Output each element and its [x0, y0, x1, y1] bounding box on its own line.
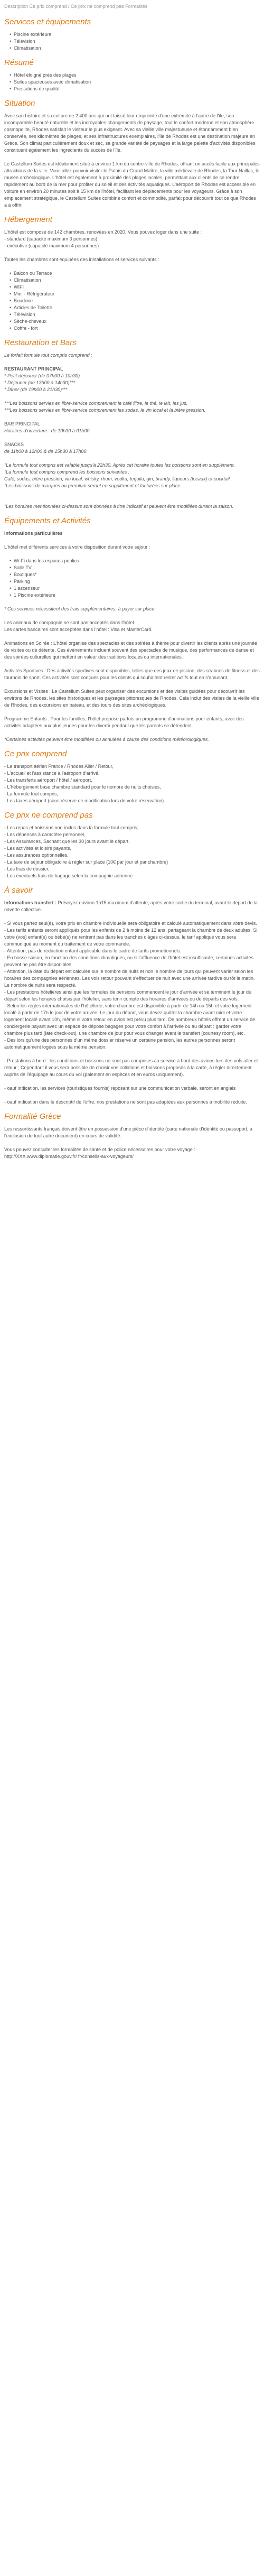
ne-comprend-line: - Les Assurances, Sachant que les 30 jours avant le départ, — [4, 839, 130, 844]
savoir-paragraph: - Les prestations hôtelières ainsi que les formules de pensions commencent le jour d'arrivée et se terminent le jour du départ selon les horaires choisis par l'hôtelier, sans tenir compte des horaires d'arrivées ou de départs des vols. — [4, 989, 253, 1002]
savoir-paragraph: - oauf indication, les services (touristiques fournis) reposant sur une communication verbale, seront en anglais — [4, 1086, 236, 1091]
resume-list — [4, 72, 260, 92]
restaurant-hours-line: * Déjeuner (de 13h00 à 14h30)*** — [4, 380, 76, 385]
equipements-paragraph: Animations en Soirée : L'hôtel organise des spectacles et des soirées à thème pour divertir les clients après une journée de visites ou de détente. Ces événements incluent souvent des spectacles de musique, des performances de danse et des soirées culturelles qui mettent en valeur des traditions locales ou internationales. — [4, 641, 259, 660]
list-item: • Climatisation — [14, 277, 260, 284]
formule-paragraph: Café, sodas, bière pression, vin local, whisky, rhum, vodka, tequila, gin, brandy, liqueurs (locaux) et cocktail. — [4, 476, 231, 481]
formule-paragraph: "Les boissons de marques ou premium seront en supplément et facturées sur place. — [4, 483, 182, 488]
comprend-line: - La formule tout compris, — [4, 791, 59, 796]
list-item: • Boutiques* — [14, 571, 260, 578]
equipements-note: * Ces services nécessitent des frais supplémentaires, à payer sur place. — [4, 606, 156, 611]
list-item: • Télévision — [14, 38, 260, 45]
formalite-paragraph: Les ressortissants français doivent être en possession d'une pièce d'identité (carte nationale d'identité ou passeport, à l'exclusion de tout autre document) en cours de validité. — [4, 1126, 254, 1138]
list-item: • Boudoire — [14, 298, 260, 304]
list-item: • Hôtel éloigné près des plages — [14, 72, 260, 79]
savoir-paragraph: - Attention, pas de réduction enfant applicable dans le cadre de tarifs promotionnels. — [4, 948, 182, 953]
ne-comprend-heading: Ce prix ne comprend pas — [4, 811, 93, 820]
situation-paragraph: Le Castellum Suites est idéalement situé à environ 1 km du centre-ville de Rhodes, offrant un accès facile aux principales attractions de la ville. Vous allez pouvoir visiter le Palais du Grand Maître, la ville médiévale de Rhodes, la Tour Naillac, le musée archéologique. L'hôtel est également à proximité des plages locales, permettant aux clients de se rendre rapidement au bord de la mer pour profiter du soleil et des activités aquatiques. L'aéroport de Rhodes est accessible en voiture en environ 20 minutes soit à 15 km de l'hôtel, facilitant les déplacements pour les voyageurs. Grâce à son emplacement stratégique, le Castellum Suites combine confort et commodité, parfait pour découvrir tout ce que Rhodes a à offrir. — [4, 161, 261, 208]
restaurant-title: RESTAURANT PRINCIPAL — [4, 366, 63, 372]
equipements-heading: Équipements et Activités — [4, 516, 91, 525]
equipements-subtitle: Informations particulières — [4, 531, 63, 536]
list-item: • 1 ascenseur — [14, 585, 260, 592]
restaurant-hours-line: * Dîner (de 19h00 à 21h30)*** — [4, 387, 68, 392]
ne-comprend-line: - Les repas et boissons non inclus dans la formule tout compris, — [4, 825, 139, 830]
list-item: • WIFI — [14, 284, 260, 291]
formule-paragraph: "La formule tout compris comprend les boissons suivantes : — [4, 469, 130, 475]
ne-comprend-line: - Les activités et loisirs payants, — [4, 846, 72, 851]
savoir-paragraph: - oauf indication dans le descriptif de l'offre, nos prestations ne sont pas adaptées aux personnes à mobilité réduite. — [4, 1099, 247, 1105]
formalite-heading: Formalité Grèce — [4, 1112, 61, 1121]
savoir-paragraph: - Si vous partez seul(e), votre prix en chambre individuelle sera obligatoire et calculé automatiquement dans votre devis. — [4, 921, 257, 926]
list-item: • Salle TV — [14, 564, 260, 571]
equipements-paragraph: Activités Sportives : Des activités sportives sont disponibles, telles que des jeux de piscine, des séances de fitness et des tournois de sport. Ces activités sont conçues pour les clients qui souhaitent rester actifs tout en s'amusant. — [4, 668, 261, 680]
comprend-heading: Ce prix comprend — [4, 749, 67, 758]
savoir-paragraph: - Des lors qu'une des personnes d'un même dossier réserve un certaine pension, les autres personnes seront automatiquement logées sous la même pension. — [4, 1037, 237, 1050]
snacks-hours: de 11h00 à 12h00 & de 15h30 à 17h00 — [4, 449, 87, 454]
formule-paragraph: "Les horaires mentionnées ci-dessus sont données à titre indicatif et peuvent être modifiées durant la saison. — [4, 504, 233, 509]
list-item: • Coffre - fort — [14, 325, 260, 332]
comprend-line: - L'hébergement base chambre standard pour le nombre de nuits choisies, — [4, 784, 161, 790]
hebergement-line: - standard (capacité maximum 3 personnes) — [4, 236, 98, 242]
equipements-paragraph: *Certaines activités peuvent être modifiées ou annulées à cause des conditions météorologiques. — [4, 737, 209, 742]
ne-comprend-line: - Les assurances optionnelles, — [4, 853, 69, 858]
list-item: • Prestations de qualité — [14, 86, 260, 92]
savoir-paragraph: - Attention, la date du départ est calculée sur le nombre de nuits et non le nombre de jours qui peuvent varier selon les horaires des compagnies aériennes. Les vols retour pouvant s'effectuer de nuit avec une arrivée tardive ou tôt le matin. Le nombre de nuits sera respecté. — [4, 969, 256, 988]
comprend-line: - Les transferts aéroport / hôtel / aéroport, — [4, 777, 92, 783]
services-list — [4, 31, 260, 52]
formalite-paragraph: Vous pouvez consulter les formalités de santé et de police nécessaires pour votre voyage : http://XXX.www.diplomatie.gouv.fr/ fr/conseils-aux-voyageurs/ — [4, 1147, 197, 1159]
equipements-paragraph: Les animaux de compagnie ne sont pas acceptés dans l'hôtel. — [4, 620, 135, 625]
savoir-paragraph: - En basse saison, en fonction des conditions climatiques, ou si l'affluence de l'hôtel est insuffisante, certaines activités peuvent ne pas être disponibles. — [4, 955, 255, 967]
restauration-heading: Restauration et Bars — [4, 338, 77, 347]
restauration-intro: Le forfait formule tout compris comprend : — [4, 353, 92, 358]
transfer-info-label: Informations transfert : — [4, 900, 57, 905]
formule-paragraph: "La formule tout compris est valable jusqu'à 22h30. Après cet horaire toutes les boissons sont en supplément. — [4, 462, 235, 468]
savoir-paragraph — [4, 900, 260, 913]
hebergement-paragraph: L'hôtel est composé de 142 chambres, rénovées en 2020. Vous pouvez loger dans une suite : — [4, 229, 202, 235]
list-item: • 1 Piscine extérieure — [14, 592, 260, 599]
list-item: • Télévision — [14, 311, 260, 318]
hebergement-heading: Hébergement — [4, 215, 52, 224]
bar-hours: Horaires d'ouverture : de 10h30 à 01h00 — [4, 428, 90, 433]
savoir-paragraph: - Selon les règles internationales de l'hôtellerie, votre chambre est disponible à partir de 14h ou 15h et votre logement localé à partir de 17h le jour de votre arrivée. Le jour du départ, vous devez quitter la chambre avant midi et votre logement localé avant 10h, même si votre retour en avion est prévu plus tard. De nombreux hôtels offrent un service de conciergerie payant avec un espace de dépose bagages pour votre confort à l'arrivée ou au départ : garder votre chambre plus tard (late check-out), une chambre de jour pour vous changer avant le transfert (courtesy room), etc. — [4, 1003, 257, 1036]
equipements-intro: L'hôtel met différents services à votre disposition durant votre séjour : — [4, 544, 150, 550]
page — [0, 0, 264, 1160]
ne-comprend-line: - La taxe de séjour obligatoire à régler sur place (10€ par jour et par chambre) — [4, 859, 168, 865]
comprend-line: - L'accueil et l'assistance à l'aéroport d'arrivé, — [4, 771, 100, 776]
savoir-heading: À savoir — [4, 886, 33, 895]
situation-paragraph: Avec son histoire et sa culture de 2.400 ans qui ont laissé leur empreinte d'une extrémité à l'autre de l'île, son incomparable beauté naturelle et les incroyables changements de paysage, tout le confort moderne et son atmosphère cosmopolite, Rhodes satisfait le visiteur le plus exigeant. Avec sa vieille ville majestueuse et étonnamment bien conservée, ses kilomètres de plages, et ses infrastructures exemplaires, l'île de Rhodes est une destination majeure en Grèce. Son climat particulièrement doux et sec, sa grande variété de paysages et la large palette d'activités disponibles constituent également les ingrédients du succès de l'île. — [4, 113, 257, 153]
snacks-title: SNACKS — [4, 442, 24, 447]
savoir-paragraph: - Prestations à bord : les conditions et boissons ne sont pas comprises au service à bord des avions lors des vols aller et retour ; Cependant il vous sera possible de choisir vos collations et boissons proposés à la carte, à régler directement auprès de l'équipage au cours du vol (paiement en espèces et en euros uniquement). — [4, 1058, 259, 1077]
list-item: • Articles de Toilette — [14, 304, 260, 311]
resume-heading: Résumé — [4, 58, 34, 67]
ne-comprend-line: - Les éventuels frais de bagage selon la compagnie aérienne — [4, 873, 133, 878]
list-item: • Parking — [14, 578, 260, 585]
transfer-info-text: Prévoyez environ 1h15 maximum d'attente, après votre sortie du terminal, avant le départ de la navette collective. — [4, 900, 259, 912]
services-heading: Services et équipements — [4, 17, 91, 26]
ne-comprend-line: - Les frais de dossier, — [4, 866, 50, 872]
savoir-paragraph: - Les tarifs enfants seront appliqués pour les enfants de 2 à moins de 12 ans, partageant la chambre de deux adultes. Si votre (vos) enfant(s) ou bébé(s) ne rentrent pas dans les tranches d'âges ci-dessus, le tarif appliqué vous sera communiqué au moment du traitement de votre commande. — [4, 928, 259, 947]
list-item: • Suites spacieuses avec climatisation — [14, 79, 260, 86]
hebergement-line: - exécutive (capacité maximum 4 personnes) — [4, 243, 99, 248]
restaurant-note: ***Les boissons servies en libre-service comprennent le café filtre, le thé, le lait, les jus. ***Les boissons servies en libre-service comprennent les sodas, le vin local et la bière pression. — [4, 401, 206, 413]
equipements-paragraph: Les cartes bancaires sont acceptées dans l'hôtel : Visa et MasterCard. — [4, 627, 153, 632]
list-item: • Mini - Réfrigérateur — [14, 291, 260, 298]
list-item: • Balcon ou Terrace — [14, 270, 260, 277]
bar-title: BAR PRINCIPAL — [4, 421, 40, 427]
restaurant-hours-line: * Petit-déjeuner (de 07h00 à 10h30) — [4, 373, 80, 378]
situation-heading: Situation — [4, 99, 35, 108]
equipements-paragraph: Programme Enfants : Pour les familles, l'hôtel propose parfois un programme d'animations pour enfants, avec des activités adaptées aux plus jeunes pour les divertir pendant que les parents se détendent. — [4, 716, 246, 728]
equipements-paragraph: Excursions et Visites : Le Castellum Suites peut organiser des excursions et des visites guidées pour découvrir les environs de Rhodes, les sites historiques et les paysages pittoresques de Rhodes. Cela inclut des visites de la vieille ville de Rhodes, des excursions en bateau, et des tours des sites archéologiques. — [4, 689, 261, 708]
list-item: • Wi-Fi dans les espaces publics — [14, 558, 260, 564]
hebergement-paragraph: Toutes les chambres sont équipées des installations et services suivants : — [4, 257, 159, 262]
list-item: • Sèche-cheveux — [14, 318, 260, 325]
room-amenities-list — [4, 270, 260, 332]
list-item: • Climatisation — [14, 45, 260, 52]
ne-comprend-line: - Les dépenses à caractère personnel, — [4, 832, 86, 837]
description-tabs: Description Ce prix comprend / Ce prix ne comprend pas Formalités — [4, 4, 148, 9]
list-item: • Piscine extérieure — [14, 31, 260, 38]
comprend-line: - Les taxes aéroport (sous réserve de modification lors de votre réservation) — [4, 798, 164, 803]
comprend-line: - Le transport aérien France / Rhodes Aller / Retour, — [4, 764, 114, 769]
hotel-services-list — [4, 558, 260, 599]
